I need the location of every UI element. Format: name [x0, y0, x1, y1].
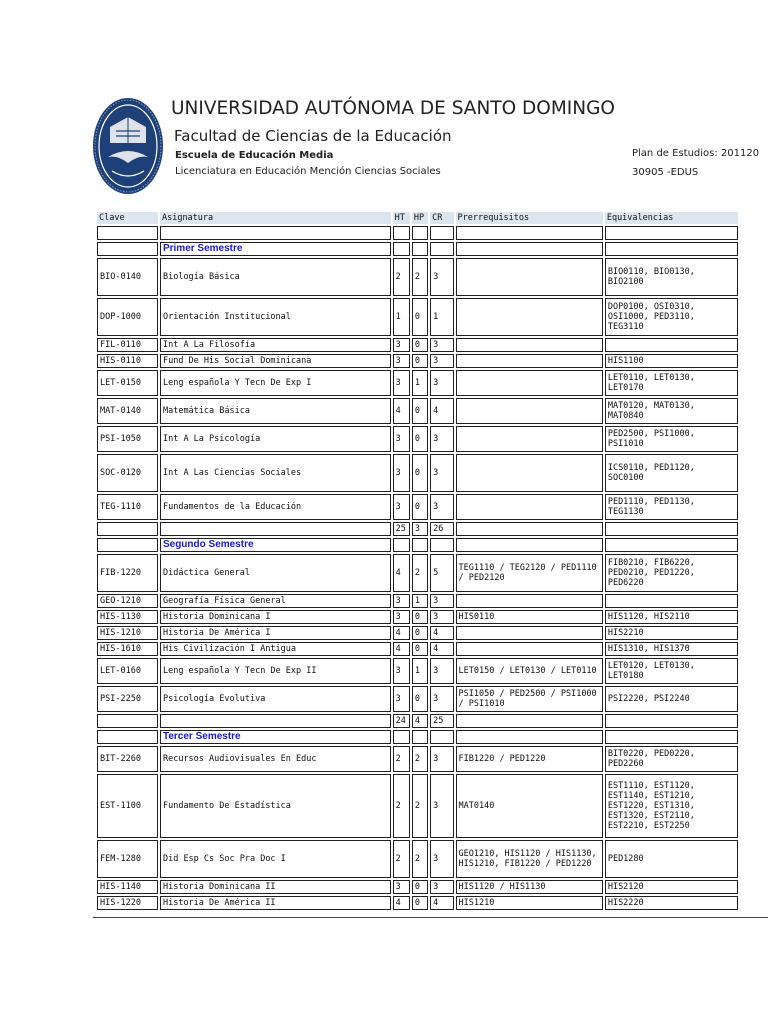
- cell-pre: [456, 298, 603, 336]
- cell-cr: 3: [430, 354, 453, 368]
- empty-cell: [456, 730, 603, 744]
- cell-eq: HIS2220: [605, 896, 738, 910]
- cell-ht: 3: [393, 658, 410, 684]
- cell-asig: Historia De América I: [160, 626, 391, 640]
- cell-clave: HIS-1610: [97, 642, 158, 656]
- cell-ht: 4: [393, 398, 410, 424]
- cell-asig: Did Esp Cs Soc Pra Doc I: [160, 840, 391, 878]
- cell-eq: PSI2220, PSI2240: [605, 686, 738, 712]
- empty-cell: [97, 538, 158, 552]
- cell-clave: HIS-1220: [97, 896, 158, 910]
- table-row: [97, 494, 738, 520]
- cell-asig: Historia Dominicana I: [160, 610, 391, 624]
- cell-asig: Int A Las Ciencias Sociales: [160, 454, 391, 492]
- cell-pre: HIS1210: [456, 896, 603, 910]
- cell-cr: 5: [430, 554, 453, 592]
- col-equivalencias: Equivalencias: [605, 212, 738, 224]
- table-row: [97, 686, 738, 712]
- cell-asig: Fund De His Social Dominicana: [160, 354, 391, 368]
- cell-clave: [97, 522, 158, 536]
- cell-ht: 2: [393, 258, 410, 296]
- bottom-divider: [93, 917, 768, 918]
- cell-eq: HIS2120: [605, 880, 738, 894]
- cell-hp: 1: [412, 594, 428, 608]
- col-asignatura: Asignatura: [160, 212, 391, 224]
- cell-pre: HIS1120 / HIS1130: [456, 880, 603, 894]
- col-ht: HT: [393, 212, 410, 224]
- empty-cell: [412, 538, 428, 552]
- cell-cr: 3: [430, 746, 453, 772]
- cell-clave: LET-0160: [97, 658, 158, 684]
- cell-hp: 0: [412, 426, 428, 452]
- table-row: [97, 594, 738, 608]
- cell-ht: 3: [393, 686, 410, 712]
- cell-asig: His Civilización I Antigua: [160, 642, 391, 656]
- table-header-row: [97, 212, 738, 224]
- table-row: [97, 426, 738, 452]
- cell-clave: SOC-0120: [97, 454, 158, 492]
- cell-asig: Biología Básica: [160, 258, 391, 296]
- cell-pre: [456, 338, 603, 352]
- empty-cell: [160, 226, 391, 240]
- cell-hp: 0: [412, 896, 428, 910]
- cell-cr: 3: [430, 338, 453, 352]
- empty-cell: [605, 730, 738, 744]
- table-row: [97, 338, 738, 352]
- cell-ht: 4: [393, 896, 410, 910]
- cell-cr: 26: [430, 522, 453, 536]
- faculty-name: Facultad de Ciencias de la Educación: [174, 127, 452, 145]
- cell-asig: Historia Dominicana II: [160, 880, 391, 894]
- cell-cr: 25: [430, 714, 453, 728]
- cell-eq: HIS1100: [605, 354, 738, 368]
- cell-pre: TEG1110 / TEG2120 / PED1110 / PED2120: [456, 554, 603, 592]
- table-row: [97, 258, 738, 296]
- cell-eq: ICS0110, PED1120, SOC0100: [605, 454, 738, 492]
- col-clave: Clave: [97, 212, 158, 224]
- cell-cr: 3: [430, 840, 453, 878]
- cell-pre: [456, 642, 603, 656]
- cell-ht: 2: [393, 746, 410, 772]
- empty-cell: [97, 242, 158, 256]
- cell-hp: 2: [412, 746, 428, 772]
- cell-cr: 4: [430, 896, 453, 910]
- cell-asig: Leng española Y Tecn De Exp II: [160, 658, 391, 684]
- cell-clave: HIS-1130: [97, 610, 158, 624]
- cell-pre: [456, 594, 603, 608]
- cell-eq: BIO0110, BIO0130, BIO2100: [605, 258, 738, 296]
- cell-clave: FEM-1280: [97, 840, 158, 878]
- cell-hp: 0: [412, 454, 428, 492]
- table-row: [97, 714, 738, 728]
- empty-cell: [456, 538, 603, 552]
- cell-eq: [605, 338, 738, 352]
- cell-pre: [456, 370, 603, 396]
- cell-cr: 3: [430, 494, 453, 520]
- cell-pre: [456, 398, 603, 424]
- cell-hp: 0: [412, 398, 428, 424]
- cell-eq: HIS2210: [605, 626, 738, 640]
- document-header: [0, 0, 768, 210]
- empty-cell: [456, 226, 603, 240]
- cell-ht: 4: [393, 642, 410, 656]
- table-row: [97, 626, 738, 640]
- empty-cell: [97, 226, 158, 240]
- empty-cell: [393, 226, 410, 240]
- cell-asig: Psicología Evolutiva: [160, 686, 391, 712]
- cell-cr: 3: [430, 426, 453, 452]
- cell-pre: HIS0110: [456, 610, 603, 624]
- cell-hp: 0: [412, 642, 428, 656]
- empty-cell: [605, 538, 738, 552]
- cell-ht: 3: [393, 610, 410, 624]
- cell-eq: LET0120, LET0130, LET0180: [605, 658, 738, 684]
- cell-cr: 3: [430, 258, 453, 296]
- table-row: [97, 398, 738, 424]
- table-row: [97, 896, 738, 910]
- cell-pre: LET0150 / LET0130 / LET0110: [456, 658, 603, 684]
- cell-hp: 0: [412, 354, 428, 368]
- cell-ht: 4: [393, 554, 410, 592]
- table-row: [97, 554, 738, 592]
- cell-eq: [605, 594, 738, 608]
- cell-cr: 4: [430, 398, 453, 424]
- study-plan: Plan de Estudios: 201120: [632, 148, 760, 159]
- cell-clave: MAT-0140: [97, 398, 158, 424]
- cell-asig: Int A La Psicología: [160, 426, 391, 452]
- cell-pre: [456, 494, 603, 520]
- cell-ht: 3: [393, 494, 410, 520]
- cell-clave: DOP-1000: [97, 298, 158, 336]
- cell-hp: 4: [412, 714, 428, 728]
- cell-ht: 1: [393, 298, 410, 336]
- cell-pre: [456, 454, 603, 492]
- cell-pre: MAT0140: [456, 774, 603, 838]
- semester-row: [97, 730, 738, 744]
- cell-ht: 3: [393, 354, 410, 368]
- semester-row: [97, 538, 738, 552]
- semester-title: Primer Semestre: [160, 242, 391, 256]
- cell-pre: [456, 258, 603, 296]
- col-cr: CR: [430, 212, 453, 224]
- cell-hp: 0: [412, 494, 428, 520]
- cell-asig: Recursos Audiovisuales En Educ: [160, 746, 391, 772]
- semester-row: [97, 242, 738, 256]
- table-row: [97, 774, 738, 838]
- cell-cr: 1: [430, 298, 453, 336]
- university-seal-icon: [92, 97, 164, 195]
- cell-ht: 3: [393, 594, 410, 608]
- cell-eq: DOP0100, OSI0310, OSI1000, PED3110, TEG3110: [605, 298, 738, 336]
- cell-eq: MAT0120, MAT0130, MAT0840: [605, 398, 738, 424]
- cell-clave: BIT-2260: [97, 746, 158, 772]
- cell-asig: Geografía Física General: [160, 594, 391, 608]
- cell-asig: Orientación Institucional: [160, 298, 391, 336]
- cell-cr: 3: [430, 880, 453, 894]
- table-row: [97, 522, 738, 536]
- table-row: [97, 298, 738, 336]
- cell-ht: 4: [393, 626, 410, 640]
- cell-pre: [456, 354, 603, 368]
- table-row: [97, 454, 738, 492]
- cell-asig: Didáctica General: [160, 554, 391, 592]
- cell-clave: GEO-1210: [97, 594, 158, 608]
- cell-hp: 0: [412, 338, 428, 352]
- cell-hp: 0: [412, 686, 428, 712]
- semester-title: Tercer Semestre: [160, 730, 391, 744]
- cell-hp: 3: [412, 522, 428, 536]
- cell-clave: FIB-1220: [97, 554, 158, 592]
- degree-name: Licenciatura en Educación Mención Ciencias Sociales: [175, 166, 441, 177]
- university-name: UNIVERSIDAD AUTÓNOMA DE SANTO DOMINGO: [171, 98, 615, 119]
- cell-cr: 3: [430, 454, 453, 492]
- cell-asig: Historia De América II: [160, 896, 391, 910]
- cell-cr: 4: [430, 642, 453, 656]
- program-code: 30905 -EDUS: [632, 167, 699, 178]
- col-prerrequisitos: Prerrequisitos: [456, 212, 603, 224]
- cell-clave: HIS-0110: [97, 354, 158, 368]
- empty-cell: [393, 538, 410, 552]
- empty-cell: [430, 538, 453, 552]
- cell-eq: EST1110, EST1120, EST1140, EST1210, EST1220, EST1310, EST1320, EST2110, EST2210, EST2250: [605, 774, 738, 838]
- cell-asig: Matemática Básica: [160, 398, 391, 424]
- empty-cell: [430, 242, 453, 256]
- empty-cell: [412, 226, 428, 240]
- cell-pre: PSI1050 / PED2500 / PSI1000 / PSI1010: [456, 686, 603, 712]
- table-row: [97, 658, 738, 684]
- cell-eq: [605, 522, 738, 536]
- cell-clave: HIS-1210: [97, 626, 158, 640]
- cell-cr: 3: [430, 658, 453, 684]
- cell-clave: TEG-1110: [97, 494, 158, 520]
- cell-ht: 3: [393, 880, 410, 894]
- cell-ht: 2: [393, 840, 410, 878]
- cell-asig: Fundamento De Estadística: [160, 774, 391, 838]
- cell-cr: 3: [430, 774, 453, 838]
- cell-hp: 0: [412, 298, 428, 336]
- cell-clave: [97, 714, 158, 728]
- table-row: [97, 610, 738, 624]
- table-row: [97, 370, 738, 396]
- empty-cell: [412, 730, 428, 744]
- cell-ht: 25: [393, 522, 410, 536]
- cell-asig: Fundamentos de la Educación: [160, 494, 391, 520]
- cell-asig: [160, 522, 391, 536]
- empty-cell: [412, 242, 428, 256]
- cell-eq: PED1280: [605, 840, 738, 878]
- empty-cell: [393, 730, 410, 744]
- cell-eq: FIB0210, FIB6220, PED0210, PED1220, PED6220: [605, 554, 738, 592]
- cell-pre: [456, 714, 603, 728]
- cell-hp: 1: [412, 658, 428, 684]
- table-row: [97, 354, 738, 368]
- cell-clave: BIO-0140: [97, 258, 158, 296]
- empty-cell: [97, 730, 158, 744]
- table-row: [97, 880, 738, 894]
- cell-hp: 0: [412, 880, 428, 894]
- cell-pre: [456, 426, 603, 452]
- table-row: [97, 746, 738, 772]
- table-row: [97, 642, 738, 656]
- cell-pre: [456, 626, 603, 640]
- cell-hp: 2: [412, 258, 428, 296]
- cell-clave: EST-1100: [97, 774, 158, 838]
- cell-eq: LET0110, LET0130, LET0170: [605, 370, 738, 396]
- cell-ht: 3: [393, 370, 410, 396]
- cell-hp: 2: [412, 840, 428, 878]
- cell-eq: HIS1310, HIS1370: [605, 642, 738, 656]
- cell-clave: PSI-2250: [97, 686, 158, 712]
- cell-eq: BIT0220, PED0220, PED2260: [605, 746, 738, 772]
- cell-eq: HIS1120, HIS2110: [605, 610, 738, 624]
- cell-asig: Leng española Y Tecn De Exp I: [160, 370, 391, 396]
- curriculum-table: [95, 210, 740, 912]
- cell-eq: [605, 714, 738, 728]
- cell-asig: Int A La Filosofía: [160, 338, 391, 352]
- empty-cell: [456, 242, 603, 256]
- semester-title: Segundo Semestre: [160, 538, 391, 552]
- cell-pre: [456, 522, 603, 536]
- cell-pre: GEO1210, HIS1120 / HIS1130, HIS1210, FIB1220 / PED1220: [456, 840, 603, 878]
- cell-cr: 3: [430, 370, 453, 396]
- cell-cr: 3: [430, 686, 453, 712]
- col-hp: HP: [412, 212, 428, 224]
- cell-cr: 3: [430, 610, 453, 624]
- cell-ht: 3: [393, 426, 410, 452]
- cell-eq: PED2500, PSI1000, PSI1010: [605, 426, 738, 452]
- cell-eq: PED1110, PED1130, TEG1130: [605, 494, 738, 520]
- cell-asig: [160, 714, 391, 728]
- cell-clave: HIS-1140: [97, 880, 158, 894]
- cell-hp: 2: [412, 554, 428, 592]
- cell-ht: 24: [393, 714, 410, 728]
- cell-hp: 0: [412, 626, 428, 640]
- school-name: Escuela de Educación Media: [175, 150, 334, 161]
- empty-cell: [430, 226, 453, 240]
- table-row: [97, 840, 738, 878]
- cell-hp: 1: [412, 370, 428, 396]
- cell-ht: 3: [393, 454, 410, 492]
- cell-clave: FIL-0110: [97, 338, 158, 352]
- cell-hp: 0: [412, 610, 428, 624]
- table-body: [97, 226, 738, 910]
- blank-row: [97, 226, 738, 240]
- cell-hp: 2: [412, 774, 428, 838]
- cell-clave: PSI-1050: [97, 426, 158, 452]
- empty-cell: [393, 242, 410, 256]
- empty-cell: [605, 226, 738, 240]
- cell-cr: 4: [430, 626, 453, 640]
- empty-cell: [605, 242, 738, 256]
- cell-clave: LET-0150: [97, 370, 158, 396]
- cell-cr: 3: [430, 594, 453, 608]
- cell-ht: 2: [393, 774, 410, 838]
- cell-pre: FIB1220 / PED1220: [456, 746, 603, 772]
- empty-cell: [430, 730, 453, 744]
- cell-ht: 3: [393, 338, 410, 352]
